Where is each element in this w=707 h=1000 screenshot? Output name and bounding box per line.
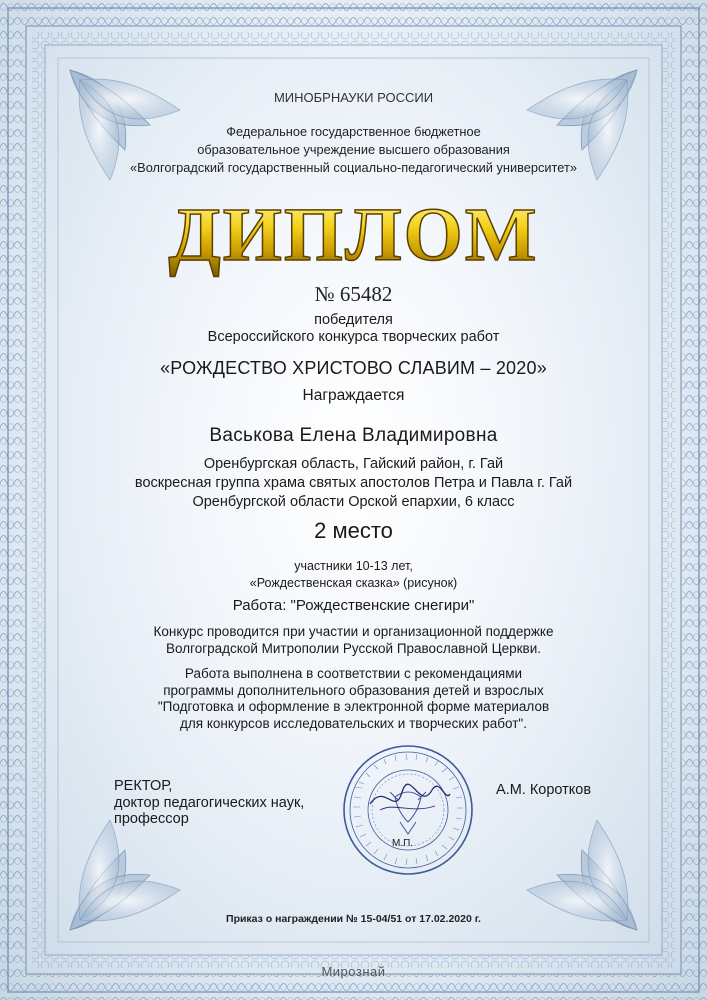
methodical-line: программы дополнительного образования детей и взрослых	[163, 682, 544, 698]
rector-line: РЕКТОР,	[114, 778, 173, 794]
work-title: Работа: "Рождественские снегири"	[232, 597, 475, 614]
category-line: «Рождественская сказка» (рисунок)	[249, 576, 458, 590]
rector-line: профессор	[114, 811, 189, 827]
seal-label: М.П.	[392, 838, 414, 849]
methodical-line: "Подготовка и оформление в электронной форме материалов	[157, 699, 550, 714]
institution-name	[0, 123, 707, 177]
institution-line: «Волгоградский государственный социально-педагогический университет»	[130, 160, 577, 175]
methodical-note	[0, 666, 707, 732]
rector-title	[114, 778, 304, 828]
methodical-line: для конкурсов исследовательских и творческих работ".	[180, 715, 527, 731]
recipient-location	[0, 455, 707, 512]
participants-category	[0, 558, 707, 592]
diploma-title	[140, 190, 567, 280]
order-reference: Приказ о награждении № 15-04/51 от 17.02.2020 г.	[226, 913, 481, 925]
institution-line: образовательное учреждение высшего образования	[197, 142, 510, 157]
support-line: Конкурс проводится при участии и организационной поддержке	[153, 624, 554, 639]
contest-type: Всероссийского конкурса творческих работ	[207, 329, 500, 345]
place-result: 2 место	[314, 518, 393, 543]
brand-name: Мирознай	[321, 964, 386, 979]
diploma-number: № 65482	[314, 282, 393, 306]
ministry-name: МИНОБРНАУКИ РОССИИ	[273, 90, 434, 105]
methodical-line: Работа выполнена в соответствии с рекомендациями	[184, 666, 523, 681]
location-line: Оренбургская область, Гайский район, г. Гай	[203, 456, 504, 472]
rector-line: доктор педагогических наук,	[114, 794, 305, 811]
awarded-label: Награждается	[302, 387, 405, 404]
institution-line: Федеральное государственное бюджетное	[226, 124, 481, 139]
recipient-name: Васькова Елена Владимировна	[209, 425, 498, 446]
location-line: Оренбургской области Орской епархии, 6 класс	[192, 494, 515, 510]
diploma-title-text: ДИПЛОМ	[168, 193, 539, 277]
official-seal	[340, 742, 476, 878]
contest-name: «РОЖДЕСТВО ХРИСТОВО СЛАВИМ – 2020»	[160, 358, 547, 378]
category-line: участники 10-13 лет,	[294, 559, 413, 573]
location-line: воскресная группа храма святых апостолов Петра и Павла г. Гай	[134, 475, 573, 491]
support-line: Волгоградской Митрополии Русской Православной Церкви.	[165, 640, 541, 656]
rector-name: А.М. Коротков	[496, 782, 592, 798]
winner-label: победителя	[314, 312, 393, 328]
support-note	[0, 624, 707, 657]
